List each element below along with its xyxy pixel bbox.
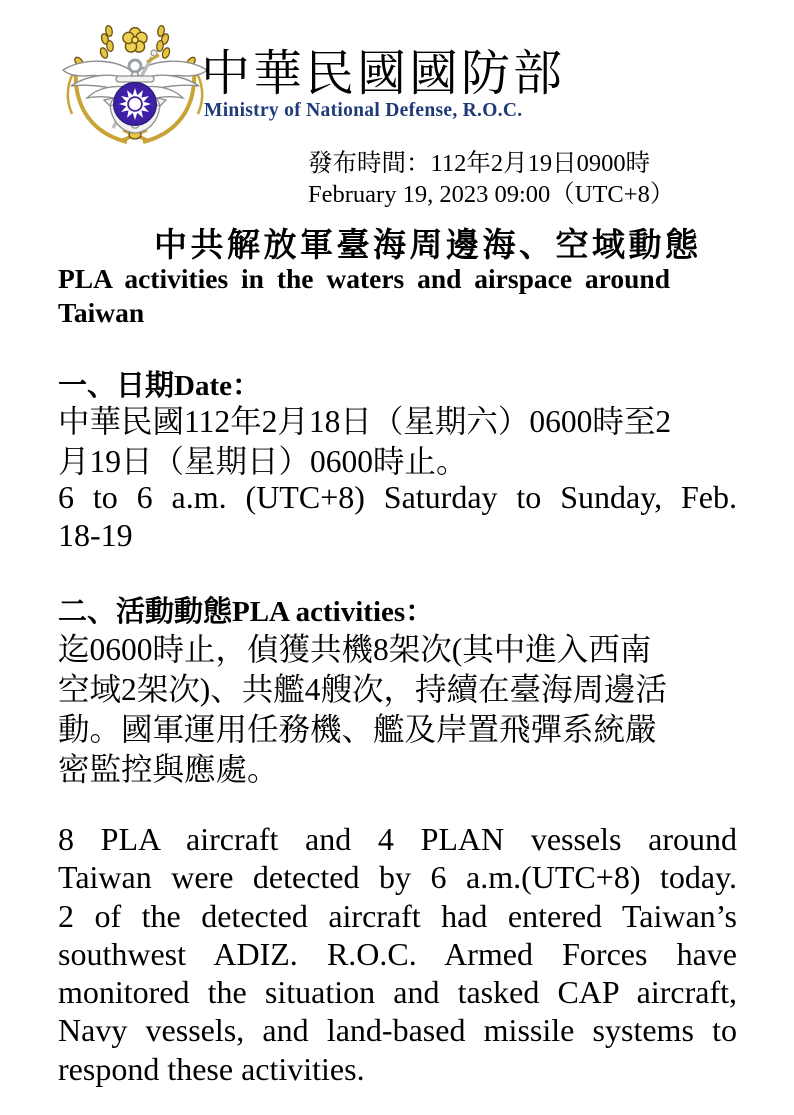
activities-zh-line: 迄0600時止，偵獲共機8架次(其中進入西南 [58,632,652,667]
section-activities-en [58,820,737,1088]
date-zh-line: 月19日（星期日）0600時止。 [58,444,468,479]
section-date-zh [58,402,738,482]
section-date-heading: 一、日期Date： [58,370,261,402]
date-en-line: 6 to 6 a.m. (UTC+8) Saturday to Sunday, Feb. [58,479,737,515]
activities-en-line: 8 PLA aircraft and 4 PLAN vessels around [58,821,737,857]
activities-en-line: Taiwan were detected by 6 a.m.(UTC+8) today. [58,859,737,896]
release-time-en: February 19, 2023 09:00（UTC+8） [308,181,675,208]
org-name-en: Ministry of National Defense, R.O.C. [204,100,523,121]
section-activities-heading: 二、活動動態PLA activities： [58,596,435,628]
activities-zh-line: 動。國軍運用任務機、艦及岸置飛彈系統嚴 [58,712,657,747]
section-activities-zh [58,630,738,790]
activities-zh-line: 密監控與應處。 [58,752,279,787]
section-date-en [58,478,737,555]
doc-title-en: PLA activities in the waters and airspace around Taiwan [58,263,670,328]
mnd-emblem-icon [55,24,215,148]
date-zh-line: 中華民國112年2月18日（星期六）0600時至2 [58,404,672,439]
activities-en-line: southwest ADIZ. R.O.C. Armed Forces have [58,935,737,972]
org-name-zh: 中華民國國防部 [201,46,566,101]
activities-en-line: 2 of the detected aircraft had entered Taiwan’s [58,897,737,934]
mnd-emblem [55,24,215,148]
doc-title-zh: 中共解放軍臺海周邊海、空域動態 [154,228,702,264]
date-en-line: 18-19 [58,517,133,554]
release-time-zh: 發布時間：112年2月19日0900時 [308,150,651,177]
activities-en-line: Navy vessels, and land-based missile systems to [58,1012,737,1049]
activities-en-line: respond these activities. [58,1050,365,1087]
activities-zh-line: 空域2架次)、共艦4艘次，持續在臺海周邊活 [58,672,667,707]
activities-en-line: monitored the situation and tasked CAP aircraft, [58,974,737,1011]
release-time [308,148,674,210]
